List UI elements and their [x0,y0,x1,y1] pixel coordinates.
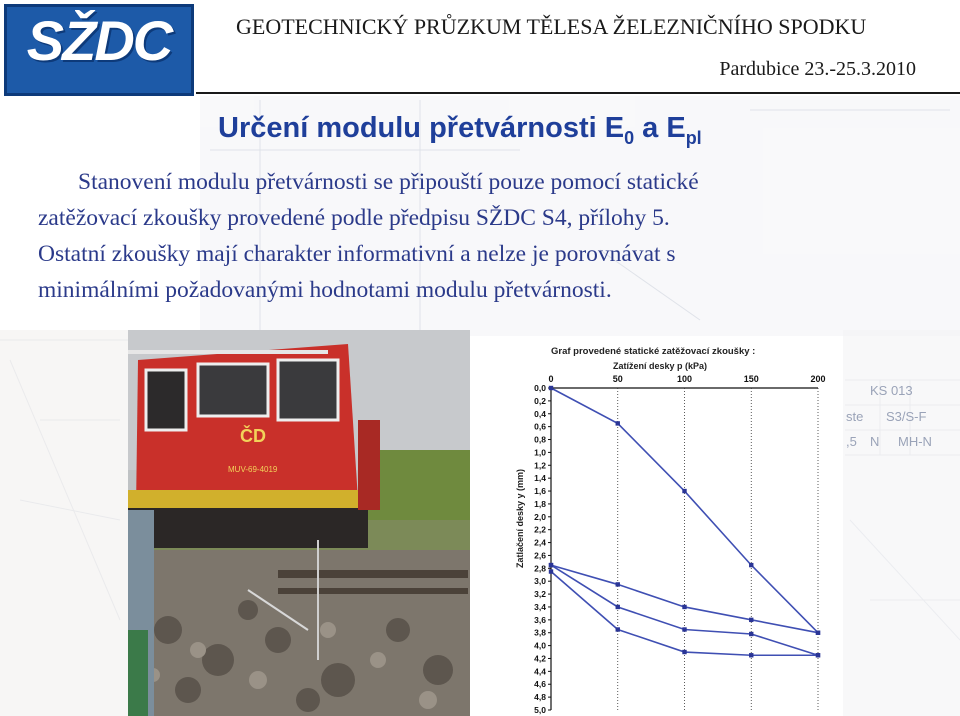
slide-title [218,112,702,149]
chart-y-tick-label: 0,8 [534,434,546,445]
header-divider [196,92,960,94]
chart-y-tick-label: 2,4 [534,537,546,548]
chart-y-tick-label: 4,8 [534,692,546,703]
chart-point [682,489,686,493]
vehicle-number: MUV-69-4019 [228,465,278,474]
chart-point [816,653,820,657]
chart-y-tick-label: 2,0 [534,511,546,522]
chart-y-tick-label: 1,6 [534,486,546,497]
side-table-cell: ,5 [846,434,857,449]
body-paragraph [38,164,938,308]
chart-point [816,631,820,635]
chart-point [616,627,620,631]
chart-point [616,421,620,425]
chart-y-tick-label: 3,2 [534,589,546,600]
side-table-cell: MH-N [898,434,932,449]
chart-point [749,632,753,636]
szdc-logo [4,4,194,96]
chart-y-tick-label: 5,0 [534,705,546,715]
paragraph-line: zatěžovací zkoušky provedené podle předpisu SŽDC S4, přílohy 5. [38,205,670,231]
chart-x-tick-label: 100 [676,374,693,384]
slide-title-sub-pl: pl [685,127,702,148]
chart-point [549,386,553,390]
chart-y-tick-label: 1,8 [534,498,546,509]
paragraph-line: Stanovení modulu přetvárnosti se připouští pouze pomocí statické [78,169,699,195]
chart-y-tick-label: 4,0 [534,640,546,651]
slide-title-sub-0: 0 [624,127,635,148]
side-table-cell: ste [846,409,864,424]
chart-y-tick-label: 2,2 [534,524,546,535]
chart-x-tick-label: 150 [743,374,759,384]
chart-y-tick-label: 1,0 [534,447,546,458]
chart-y-tick-label: 0,4 [534,408,546,419]
side-table-cell: S3/S-F [886,409,927,424]
field-test-photo [128,330,470,716]
load-test-chart [503,338,843,716]
slide-title-prefix: Určení modulu přetvárnosti E [218,112,625,144]
chart-y-tick-label: 3,6 [534,614,546,625]
presentation-place-date: Pardubice 23.-25.3.2010 [719,58,916,80]
chart-y-tick-label: 4,6 [534,679,546,690]
side-table-code: KS 013 [870,383,913,398]
chart-y-tick-label: 3,0 [534,576,546,587]
chart-point [749,653,753,657]
chart-y-tick-label: 3,4 [534,601,546,612]
chart-x-label: Zatížení desky p (kPa) [613,361,708,371]
chart-point [549,569,553,573]
paragraph-line: Ostatní zkoušky mají charakter informativní a nelze je porovnávat s [38,241,676,267]
chart-point [682,627,686,631]
chart-y-tick-label: 1,2 [534,460,546,471]
chart-y-tick-label: 3,8 [534,627,546,638]
slide-title-mid: a E [634,112,686,144]
chart-y-tick-label: 2,8 [534,563,546,574]
chart-x-tick-label: 50 [612,374,623,384]
chart-y-tick-label: 1,4 [534,473,546,484]
presentation-title: GEOTECHNICKÝ PRŮZKUM TĚLESA ŽELEZNIČNÍHO SPODKU [236,14,867,39]
chart-y-tick-label: 2,6 [534,550,546,561]
chart-y-tick-label: 4,4 [534,666,546,677]
chart-x-tick-label: 0 [548,374,554,384]
chart-y-tick-label: 4,2 [534,653,546,664]
chart-point [616,605,620,609]
side-table [838,375,960,485]
side-table-cell: N [870,434,880,449]
chart-point [749,563,753,567]
chart-y-tick-label: 0,6 [534,421,546,432]
chart-y-tick-label: 0,0 [534,383,546,393]
chart-point [549,563,553,567]
chart-point [682,605,686,609]
chart-point [749,618,753,622]
chart-y-label: Zatlačení desky y (mm) [515,468,525,568]
chart-y-tick-label: 0,2 [534,395,546,406]
chart-point [682,650,686,654]
logo-text: SŽDC [26,9,172,72]
chart-point [616,582,620,586]
chart-x-tick-label: 200 [810,374,826,384]
vehicle-marking: ČD [240,426,266,446]
chart-title: Graf provedené statické zatěžovací zkoušky : [551,346,756,357]
paragraph-line: minimálními požadovanými hodnotami modulu přetvárnosti. [38,277,612,303]
